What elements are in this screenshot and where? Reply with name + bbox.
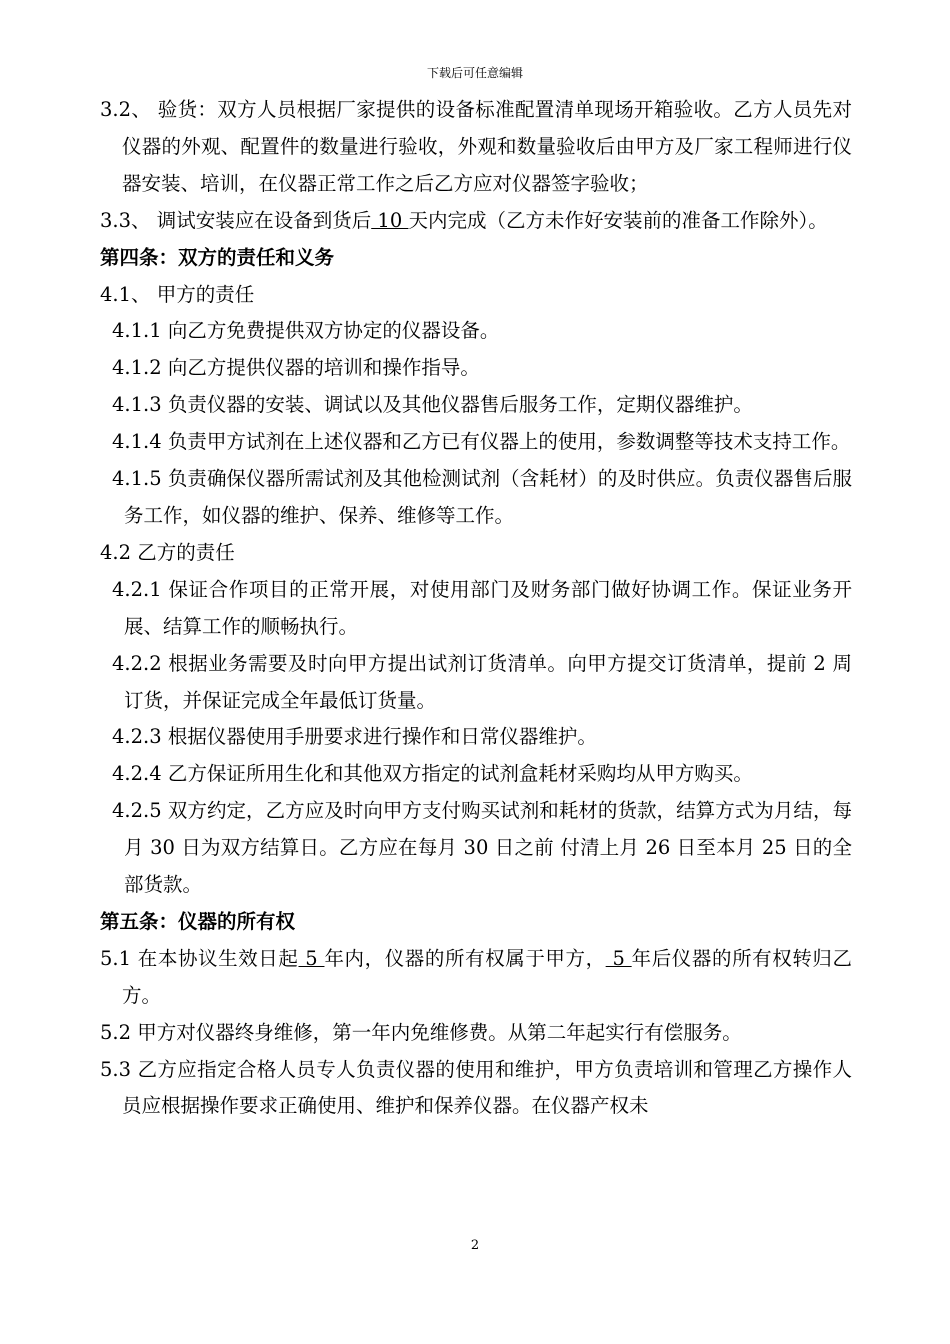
clause-4-1-4: 4.1.4 负责甲方试剂在上述仪器和乙方已有仪器上的使用，参数调整等技术支持工作。 xyxy=(112,430,851,454)
clause-4-2-4: 4.2.4 乙方保证所用生化和其他双方指定的试剂盒耗材采购均从甲方购买。 xyxy=(112,762,753,786)
section-5-title: 第五条：仪器的所有权 xyxy=(100,909,296,933)
clause-5-1-text-a: 5.1 在本协议生效日起 xyxy=(100,946,299,970)
clause-4-2-3: 4.2.3 根据仪器使用手册要求进行操作和日常仪器维护。 xyxy=(112,725,597,749)
clause-3-3 xyxy=(100,203,852,240)
clause-4-2-heading: 4.2 乙方的责任 xyxy=(100,540,235,564)
clause-5-2: 5.2 甲方对仪器终身维修，第一年内免维修费。从第二年起实行有偿服务。 xyxy=(100,1020,742,1044)
page-number: 2 xyxy=(470,1238,480,1253)
clause-5-1-text-c: 年后仪器的所有权转归乙方。 xyxy=(122,946,852,1007)
clause-3-3-days: 10 xyxy=(371,208,409,232)
clause-4-1-5: 4.1.5 负责确保仪器所需试剂及其他检测试剂（含耗材）的及时供应。负责仪器售后服务工作，如仪器的维护、保养、维修等工作。 xyxy=(112,467,852,527)
clause-4-1-heading: 4.1、 甲方的责任 xyxy=(100,282,255,306)
clause-4-1-2: 4.1.2 向乙方提供仪器的培训和操作指导。 xyxy=(112,356,480,380)
clause-3-3-text-b: 天内完成（乙方未作好安装前的准备工作除外）。 xyxy=(408,208,828,232)
clause-5-1-years-2: 5 xyxy=(605,946,632,970)
section-4-title: 第四条：双方的责任和义务 xyxy=(100,245,335,269)
clause-4-1-1: 4.1.1 向乙方免费提供双方协定的仪器设备。 xyxy=(112,319,500,343)
clause-5-1 xyxy=(100,941,852,1015)
clause-3-2: 3.2、 验货：双方人员根据厂家提供的设备标准配置清单现场开箱验收。乙方人员先对仪器的外观、配置件的数量进行验收，外观和数量验收后由甲方及厂家工程师进行仪器安装、培训，在仪器正常工作之后乙方应对仪器签字验收； xyxy=(100,98,852,195)
document-body xyxy=(100,92,852,1125)
clause-5-1-years-1: 5 xyxy=(298,946,325,970)
clause-3-3-text-a: 3.3、 调试安装应在设备到货后 xyxy=(100,208,372,232)
page-header: 下载后可任意编辑 xyxy=(426,66,523,80)
clause-4-2-5: 4.2.5 双方约定，乙方应及时向甲方支付购买试剂和耗材的货款，结算方式为月结，每月 30 日为双方结算日。乙方应在每月 30 日之前 付清上月 26 日至本月 25 日的全部货款。 xyxy=(112,799,852,897)
clause-4-2-1: 4.2.1 保证合作项目的正常开展，对使用部门及财务部门做好协调工作。保证业务开展、结算工作的顺畅执行。 xyxy=(112,577,852,638)
clause-5-1-text-b: 年内，仪器的所有权属于甲方， xyxy=(324,946,606,970)
clause-4-1-3: 4.1.3 负责仪器的安装、调试以及其他仪器售后服务工作，定期仪器维护。 xyxy=(112,393,753,417)
clause-5-3: 5.3 乙方应指定合格人员专人负责仪器的使用和维护，甲方负责培训和管理乙方操作人员应根据操作要求正确使用、维护和保养仪器。在仪器产权未 xyxy=(100,1057,852,1118)
clause-4-2-2: 4.2.2 根据业务需要及时向甲方提出试剂订货清单。向甲方提交订货清单，提前 2 周订货，并保证完成全年最低订货量。 xyxy=(112,651,852,712)
